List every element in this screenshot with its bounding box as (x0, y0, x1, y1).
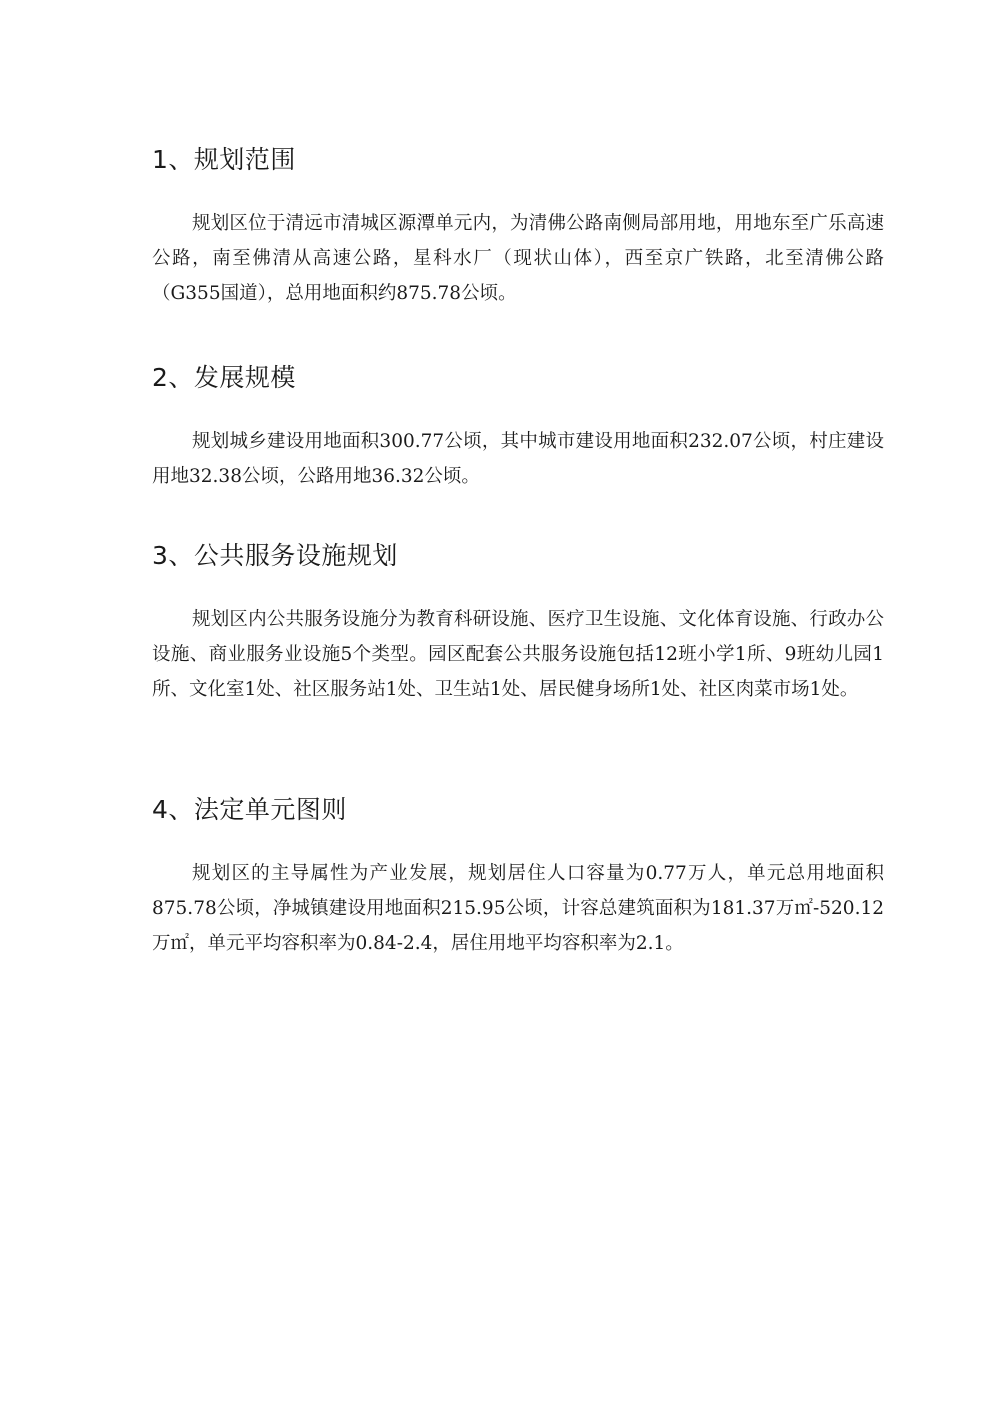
section-body: 规划区内公共服务设施分为教育科研设施、医疗卫生设施、文化体育设施、行政办公设施、商业服务业设施5个类型。园区配套公共服务设施包括12班小学1所、9班幼儿园1所、文化室1处、社区服务站1处、卫生站1处、居民健身场所1处、社区肉菜市场1处。 (152, 609, 884, 700)
section-public-facilities (152, 538, 884, 707)
section-statutory-unit-plan (152, 792, 884, 961)
section-heading: 1、规划范围 (152, 145, 296, 174)
section-heading: 2、发展规模 (152, 363, 296, 392)
section-body: 规划城乡建设用地面积300.77公顷，其中城市建设用地面积232.07公顷，村庄建设用地32.38公顷，公路用地36.32公顷。 (152, 431, 884, 487)
section-body: 规划区位于清远市清城区源潭单元内，为清佛公路南侧局部用地，用地东至广乐高速公路，南至佛清从高速公路，星科水厂（现状山体），西至京广铁路，北至清佛公路（G355国道），总用地面积约875.78公顷。 (152, 213, 884, 304)
section-development-scale (152, 360, 884, 494)
section-heading: 3、公共服务设施规划 (152, 541, 398, 570)
section-body: 规划区的主导属性为产业发展，规划居住人口容量为0.77万人，单元总用地面积875.78公顷，净城镇建设用地面积215.95公顷，计容总建筑面积为181.37万㎡-520.12万㎡，单元平均容积率为0.84-2.4，居住用地平均容积率为2.1。 (152, 863, 884, 954)
section-planning-scope (152, 142, 884, 311)
section-heading: 4、法定单元图则 (152, 795, 347, 824)
